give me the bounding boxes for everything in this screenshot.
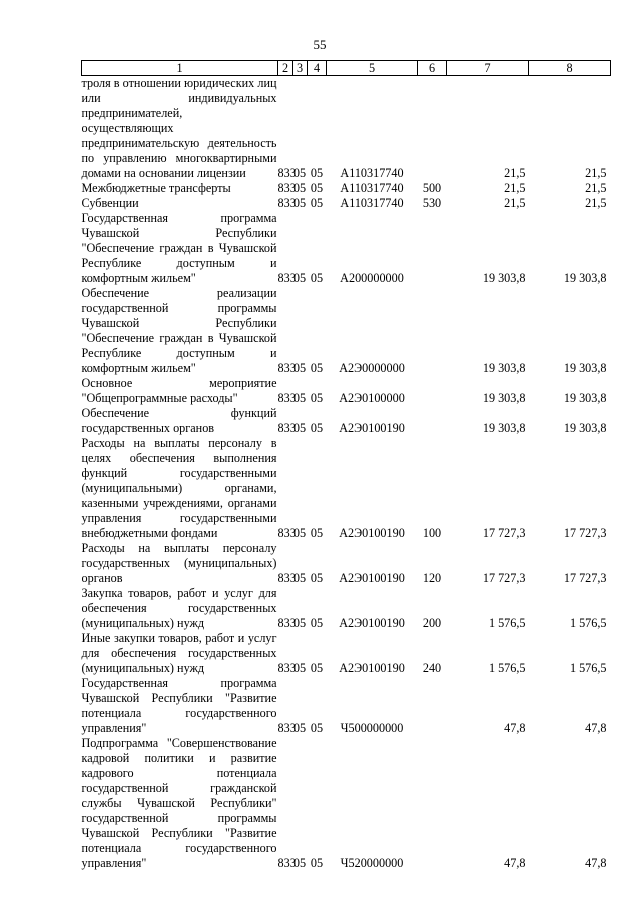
row-admin-code: 833: [277, 361, 296, 375]
table-row: [82, 586, 611, 631]
row-amount-2: 17 727,3: [563, 526, 607, 540]
row-target-article: А110317740: [340, 181, 404, 195]
row-admin-code: 833: [277, 166, 296, 180]
table-row: [82, 76, 611, 182]
row-name: Расходы на выплаты персоналу государственных (муниципальных) органов: [81, 541, 277, 585]
table-body: [82, 76, 611, 872]
row-section-code: 05: [293, 616, 307, 630]
row-name: Государственная программа Чувашской Республики "Обеспечение граждан в Чувашской Республике доступным и комфортным жильем": [81, 211, 277, 285]
row-expense-type: [418, 76, 447, 182]
row-name: Иные закупки товаров, работ и услуг для обеспечения государственных (муниципальных) нужд: [81, 631, 277, 675]
row-expense-type: 200: [422, 616, 442, 630]
row-amount-1: 1 576,5: [488, 616, 526, 630]
page-number: 55: [313, 37, 327, 52]
row-subsection-code: 05: [310, 526, 324, 540]
budget-table: [81, 60, 611, 871]
row-expense-type: [418, 286, 447, 376]
row-amount-1: 47,8: [504, 856, 526, 870]
row-amount-2: 21,5: [585, 166, 607, 180]
row-subsection-code: 05: [310, 421, 324, 435]
column-header: 5: [327, 61, 418, 76]
row-amount-1: 17 727,3: [482, 526, 526, 540]
table-row: [82, 211, 611, 286]
row-section-code: 05: [293, 661, 307, 675]
row-target-article: А2Э0100190: [339, 661, 405, 675]
row-amount-1: 21,5: [504, 166, 526, 180]
column-header: 4: [308, 61, 327, 76]
row-expense-type: 240: [422, 661, 442, 675]
row-amount-1: 21,5: [504, 196, 526, 210]
row-admin-code: 833: [277, 196, 296, 210]
row-amount-1: 19 303,8: [482, 361, 526, 375]
row-admin-code: 833: [277, 616, 296, 630]
table-header: [82, 61, 611, 76]
row-expense-type: [418, 211, 447, 286]
row-amount-1: 1 576,5: [488, 661, 526, 675]
row-section-code: 05: [293, 421, 307, 435]
row-target-article: Ч500000000: [340, 721, 404, 735]
row-subsection-code: 05: [310, 571, 324, 585]
row-section-code: 05: [293, 196, 307, 210]
row-section-code: 05: [293, 166, 307, 180]
row-name: Основное мероприятие "Общепрограммные расходы": [81, 376, 277, 405]
row-expense-type: [418, 406, 447, 436]
row-section-code: 05: [293, 526, 307, 540]
row-subsection-code: 05: [310, 271, 324, 285]
row-target-article: А2Э0000000: [339, 361, 405, 375]
row-amount-2: 21,5: [585, 181, 607, 195]
table-row: [82, 406, 611, 436]
column-header: 1: [82, 61, 278, 76]
row-section-code: 05: [293, 271, 307, 285]
row-section-code: 05: [293, 721, 307, 735]
row-target-article: А2Э0100000: [339, 391, 405, 405]
row-amount-2: 17 727,3: [563, 571, 607, 585]
row-name: Субвенции: [81, 196, 139, 210]
row-name: Расходы на выплаты персоналу в целях обеспечения выполнения функций государственными (муниципальными) органами, казенными учреждениями, органами управления государственными внебюджетными фондами: [81, 436, 277, 540]
row-section-code: 05: [293, 571, 307, 585]
row-admin-code: 833: [277, 181, 296, 195]
table-row: [82, 541, 611, 586]
row-expense-type: 500: [422, 181, 442, 195]
column-header: 2: [278, 61, 293, 76]
row-subsection-code: 05: [310, 391, 324, 405]
row-name: Закупка товаров, работ и услуг для обеспечения государственных (муниципальных) нужд: [81, 586, 277, 630]
row-target-article: А2Э0100190: [339, 616, 405, 630]
row-amount-2: 19 303,8: [563, 271, 607, 285]
column-header: 7: [447, 61, 529, 76]
table-row: [82, 676, 611, 736]
row-admin-code: 833: [277, 661, 296, 675]
column-header: 8: [529, 61, 611, 76]
row-expense-type: 100: [422, 526, 442, 540]
row-section-code: 05: [293, 391, 307, 405]
row-name: Обеспечение функций государственных органов: [81, 406, 277, 435]
row-subsection-code: 05: [310, 181, 324, 195]
row-target-article: А2Э0100190: [339, 526, 405, 540]
row-admin-code: 833: [277, 721, 296, 735]
row-section-code: 05: [293, 856, 307, 870]
row-name: Межбюджетные трансферты: [81, 181, 231, 195]
row-subsection-code: 05: [310, 166, 324, 180]
row-subsection-code: 05: [310, 661, 324, 675]
row-amount-1: 19 303,8: [482, 421, 526, 435]
row-admin-code: 833: [277, 391, 296, 405]
row-amount-2: 21,5: [585, 196, 607, 210]
row-expense-type: 530: [422, 196, 442, 210]
row-amount-2: 1 576,5: [569, 616, 607, 630]
table-row: [82, 631, 611, 676]
column-header: 3: [293, 61, 308, 76]
row-section-code: 05: [293, 361, 307, 375]
row-amount-2: 47,8: [585, 721, 607, 735]
row-target-article: А200000000: [340, 271, 404, 285]
row-subsection-code: 05: [310, 361, 324, 375]
row-amount-1: 17 727,3: [482, 571, 526, 585]
row-amount-2: 47,8: [585, 856, 607, 870]
row-name: Подпрограмма "Совершенствование кадровой политики и развитие кадрового потенциала государственной гражданской службы Чувашской Республики" государственной программы Чувашской Республики "Развитие потенциала государственного управления": [81, 736, 277, 870]
row-name: троля в отношении юридических лиц или индивидуальных предпринимателей, осуществляющих предпринимательскую деятельность по управлению многоквартирными домами на основании лицензии: [81, 76, 277, 180]
row-amount-1: 19 303,8: [482, 271, 526, 285]
row-name: Государственная программа Чувашской Республики "Развитие потенциала государственного управления": [81, 676, 277, 735]
table-row: [82, 286, 611, 376]
row-amount-2: 19 303,8: [563, 421, 607, 435]
row-subsection-code: 05: [310, 196, 324, 210]
table-row: [82, 736, 611, 871]
row-amount-2: 19 303,8: [563, 361, 607, 375]
table-row: [82, 181, 611, 196]
row-target-article: А110317740: [340, 166, 404, 180]
row-admin-code: 833: [277, 271, 296, 285]
row-amount-1: 47,8: [504, 721, 526, 735]
column-header: 6: [418, 61, 447, 76]
row-expense-type: 120: [422, 571, 442, 585]
row-section-code: 05: [293, 181, 307, 195]
row-expense-type: [418, 676, 447, 736]
row-expense-type: [418, 736, 447, 871]
row-subsection-code: 05: [310, 616, 324, 630]
row-amount-1: 21,5: [504, 181, 526, 195]
row-target-article: Ч520000000: [340, 856, 404, 870]
row-target-article: А110317740: [340, 196, 404, 210]
row-expense-type: [418, 376, 447, 406]
row-subsection-code: 05: [310, 721, 324, 735]
row-subsection-code: 05: [310, 856, 324, 870]
row-target-article: А2Э0100190: [339, 421, 405, 435]
row-admin-code: 833: [277, 856, 296, 870]
row-admin-code: 833: [277, 421, 296, 435]
row-amount-2: 1 576,5: [569, 661, 607, 675]
table-row: [82, 376, 611, 406]
row-name: Обеспечение реализации государственной программы Чувашской Республики "Обеспечение граждан в Чувашской Республике доступным и комфортным жильем": [81, 286, 277, 375]
table-row: [82, 436, 611, 541]
row-target-article: А2Э0100190: [339, 571, 405, 585]
row-amount-1: 19 303,8: [482, 391, 526, 405]
row-admin-code: 833: [277, 571, 296, 585]
table-row: [82, 196, 611, 211]
row-admin-code: 833: [277, 526, 296, 540]
row-amount-2: 19 303,8: [563, 391, 607, 405]
